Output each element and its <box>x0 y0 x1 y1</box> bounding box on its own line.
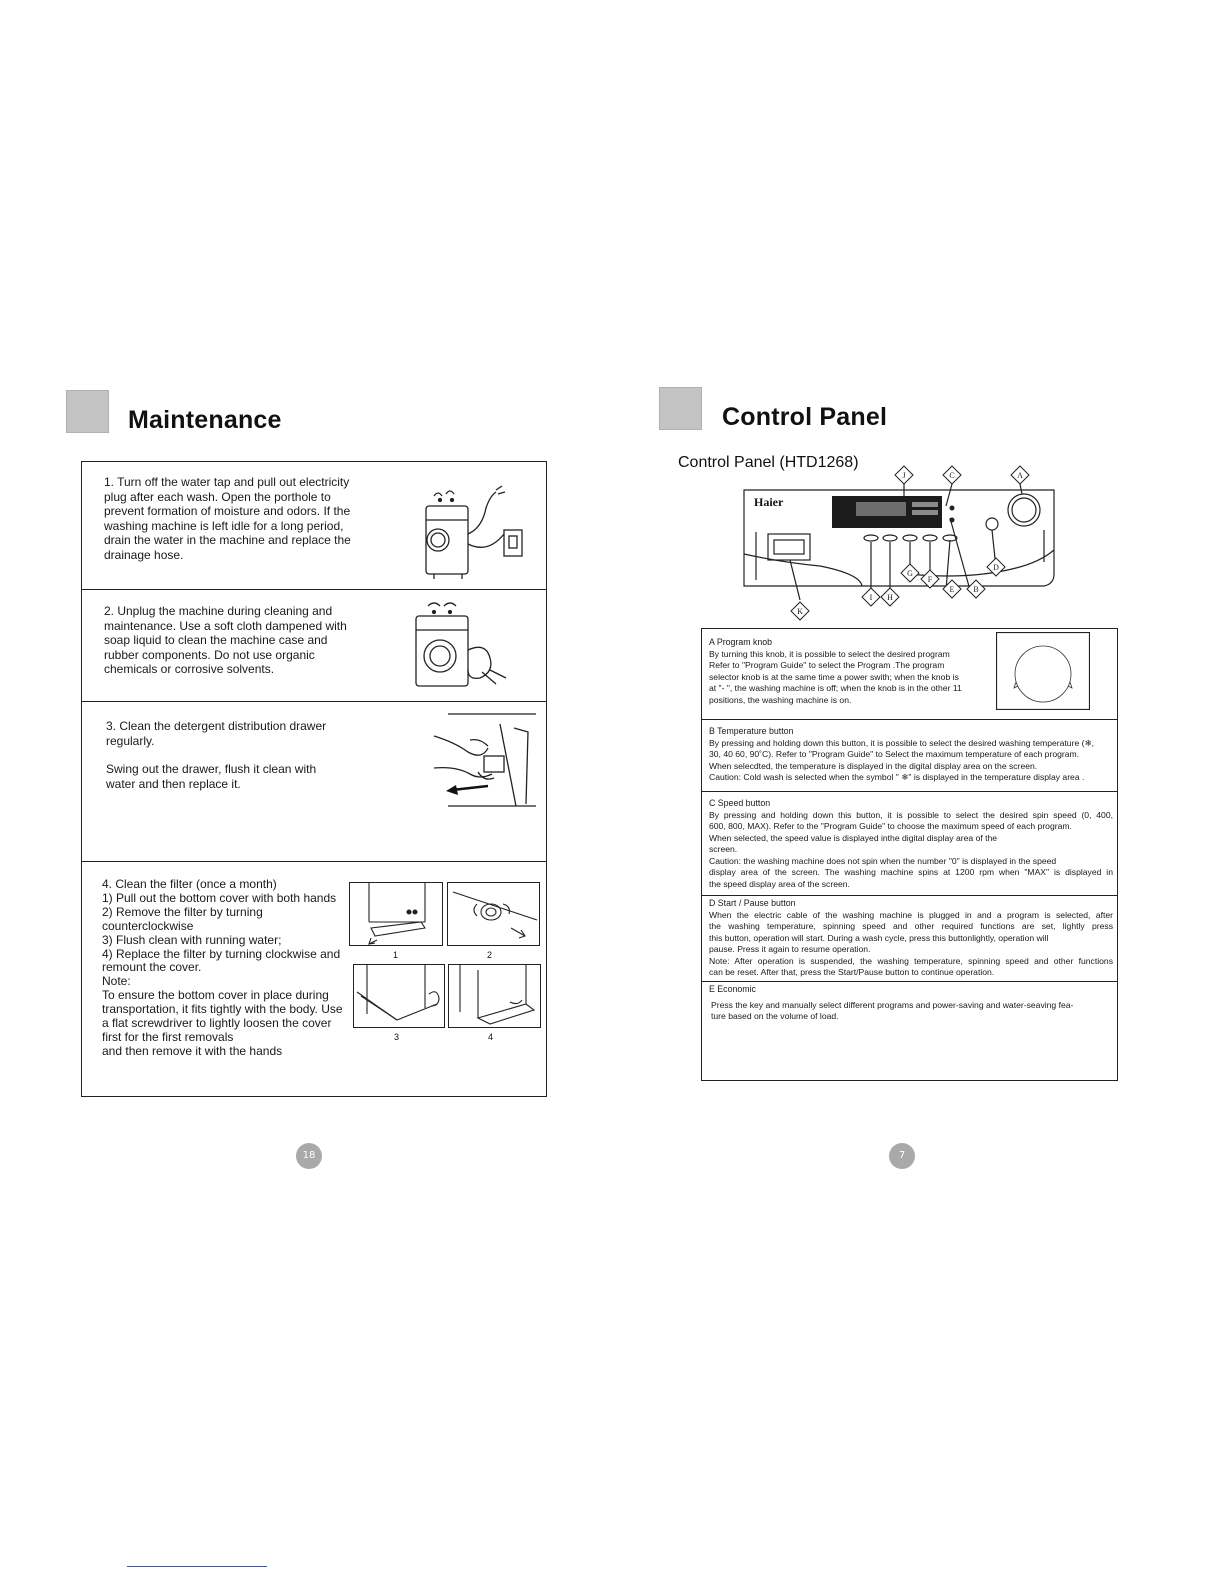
step4-line: and then remove it with the hands <box>102 1043 283 1058</box>
section-line: this button, operation will start. During a wash cycle, press this buttonlightly, operation will <box>709 932 1049 943</box>
maintenance-title: Maintenance <box>128 406 282 434</box>
callout-F: F <box>927 575 933 584</box>
start-pause-text <box>709 898 1113 979</box>
step4-line: transportation, it fits tightly with the body. Use <box>102 1002 343 1017</box>
brand-logo: Haier <box>754 495 784 509</box>
step4-line: Note: <box>102 974 131 989</box>
step3-text <box>106 719 326 791</box>
step1-line: washing machine is left idle for a long period, <box>104 518 344 533</box>
section-line: 30, 40 60, 90˚C). Refer to "Program Guide" to Select the maximum temperature of each program. <box>709 749 1080 759</box>
section-heading: B Temperature button <box>709 726 794 736</box>
section-marker <box>66 390 109 433</box>
drawer-illustration <box>430 712 540 808</box>
section-heading: C Speed button <box>709 798 771 808</box>
callout-E: E <box>949 585 955 594</box>
filter-figure-3 <box>353 964 445 1028</box>
step2-line: 2. Unplug the machine during cleaning and <box>104 604 333 618</box>
section-line: Note: After operation is suspended, the washing temperature, spinning speed and other functions <box>709 955 1113 966</box>
maintenance-step-4 <box>82 862 546 1098</box>
step4-line: To ensure the bottom cover in place during <box>102 988 329 1003</box>
control-panel-title: Control Panel <box>722 403 888 431</box>
maintenance-table <box>81 461 547 1097</box>
section-line: at "- ", the washing machine is off; when the knob is in the other 11 <box>709 683 962 693</box>
step3-line <box>106 748 326 762</box>
section-heading: E Economic <box>709 984 756 994</box>
figure-label-3: 3 <box>394 1032 400 1042</box>
section-line: the speed display area of the screen. <box>709 878 850 889</box>
callout-J: J <box>902 471 906 480</box>
step4-line: first for the first removals <box>102 1029 234 1044</box>
section-line: Refer to "Program Guide" to select the Program .The program <box>709 660 945 670</box>
step1-line: drain the water in the machine and replace the <box>104 533 351 548</box>
callout-K: K <box>797 607 803 616</box>
section-start-pause-button <box>702 896 1117 982</box>
step1-line: prevent formation of moisture and odors. If the <box>104 504 351 519</box>
figure-label-4: 4 <box>488 1032 494 1042</box>
step4-line: 4. Clean the filter (once a month) <box>102 877 277 891</box>
step4-text <box>102 878 343 1059</box>
section-line: positions, the washing machine is on. <box>709 694 852 705</box>
step1-line: plug after each wash. Open the porthole to <box>104 489 331 504</box>
step4-line: 1) Pull out the bottom cover with both hands <box>102 890 337 905</box>
section-line: When selected, the speed value is displayed inthe digital display area of the <box>709 832 998 843</box>
step2-text <box>104 604 347 677</box>
program-knob-illustration <box>996 632 1090 710</box>
section-line: When selecdted, the temperature is displayed in the digital display area on the screen. <box>709 760 1038 771</box>
step4-line: a flat screwdriver to lightly loosen the cover <box>102 1016 332 1031</box>
step2-line: chemicals or corrosive solvents. <box>104 662 275 677</box>
section-line: selector knob is at the same time a power swith; when the knob is <box>709 671 959 682</box>
step1-line: drainage hose. <box>104 547 184 562</box>
step4-line: remount the cover. <box>102 960 202 975</box>
page-number-right: 7 <box>889 1143 915 1169</box>
section-line: can be reset. After that, press the Start/Pause button to continue operation. <box>709 967 995 977</box>
section-speed-button <box>702 792 1117 896</box>
filter-figure-2 <box>447 882 540 946</box>
page-number-left: 18 <box>296 1143 322 1169</box>
section-line: Caution: the washing machine does not spin when the number "0" is displayed in the speed <box>709 855 1057 866</box>
figure-label-2: 2 <box>487 950 493 960</box>
step4-line: 4) Replace the filter by turning clockwise and <box>102 946 341 961</box>
callout-H: H <box>887 593 893 602</box>
step3-line: regularly. <box>106 733 155 748</box>
section-line: ture based on the volume of load. <box>711 1011 839 1021</box>
callout-D: D <box>993 563 999 572</box>
control-descriptions-table <box>701 628 1118 1081</box>
figure-label-1: 1 <box>393 950 399 960</box>
speed-text <box>709 798 1113 890</box>
section-marker <box>659 387 702 430</box>
section-line: Press the key and manually select different programs and power-saving and water-seaving fea- <box>711 999 1074 1010</box>
section-line: the washing temperature, spinning speed and other required functions are set, lightly press <box>709 921 1113 931</box>
section-line: 600, 800, MAX). Refer to the "Program Guide" to choose the maximum speed of each program. <box>709 821 1072 831</box>
callout-I: I <box>869 593 873 602</box>
washer-unplug-illustration <box>404 484 532 580</box>
step2-line: maintenance. Use a soft cloth dampened with <box>104 618 347 633</box>
step4-line: 3) Flush clean with running water; <box>102 932 282 947</box>
section-line: display area of the screen. The washing machine spins at 1200 rpm when "MAX" is displayed in <box>709 867 1113 877</box>
section-economic <box>702 982 1117 1080</box>
section-line: screen. <box>709 844 738 854</box>
footer-link-underline <box>127 1566 267 1567</box>
economic-text <box>709 984 1113 1023</box>
section-temperature-button <box>702 720 1117 792</box>
section-line: By pressing and holding down this button, it is possible to select the desired spin speed (0, 400, <box>709 809 1113 820</box>
temperature-text <box>709 726 1113 784</box>
section-program-knob <box>702 629 1117 720</box>
step3-line: Swing out the drawer, flush it clean with <box>106 762 317 777</box>
section-line: By pressing and holding down this button, it is possible to select the desired washing temperature (❄, <box>709 737 1095 748</box>
step2-line: soap liquid to clean the machine case and <box>104 633 328 648</box>
filter-figure-4 <box>448 964 541 1028</box>
section-heading: A Program knob <box>709 637 773 647</box>
callout-G: G <box>907 569 913 578</box>
step3-line: water and then replace it. <box>106 776 241 791</box>
step3-line: 3. Clean the detergent distribution drawer <box>106 719 327 733</box>
maintenance-step-3 <box>82 702 546 862</box>
callout-B: B <box>973 585 979 594</box>
maintenance-step-2 <box>82 590 546 702</box>
step4-line: 2) Remove the filter by turning <box>102 904 263 919</box>
step4-line: counterclockwise <box>102 918 194 933</box>
section-line: Caution: Cold wash is selected when the symbol " ❄" is displayed in the temperature display area . <box>709 772 1085 782</box>
step1-line: 1. Turn off the water tap and pull out electricity <box>104 475 350 489</box>
section-line: By turning this knob, it is possible to select the desired program <box>709 648 950 659</box>
callout-A: A <box>1017 471 1023 480</box>
callout-C: C <box>949 471 955 480</box>
control-panel-subtitle: Control Panel (HTD1268) <box>678 454 859 471</box>
step1-text <box>104 475 351 563</box>
section-line: pause. Press it again to resume operation. <box>709 944 871 954</box>
section-heading: D Start / Pause button <box>709 898 796 908</box>
maintenance-step-1 <box>82 462 546 590</box>
filter-figure-1 <box>349 882 443 946</box>
section-line: When the electric cable of the washing machine is plugged in and a program is selected, after <box>709 909 1113 920</box>
washer-cleaning-illustration <box>410 600 520 692</box>
step2-line: rubber components. Do not use organic <box>104 647 315 662</box>
control-panel-diagram <box>740 462 1070 622</box>
